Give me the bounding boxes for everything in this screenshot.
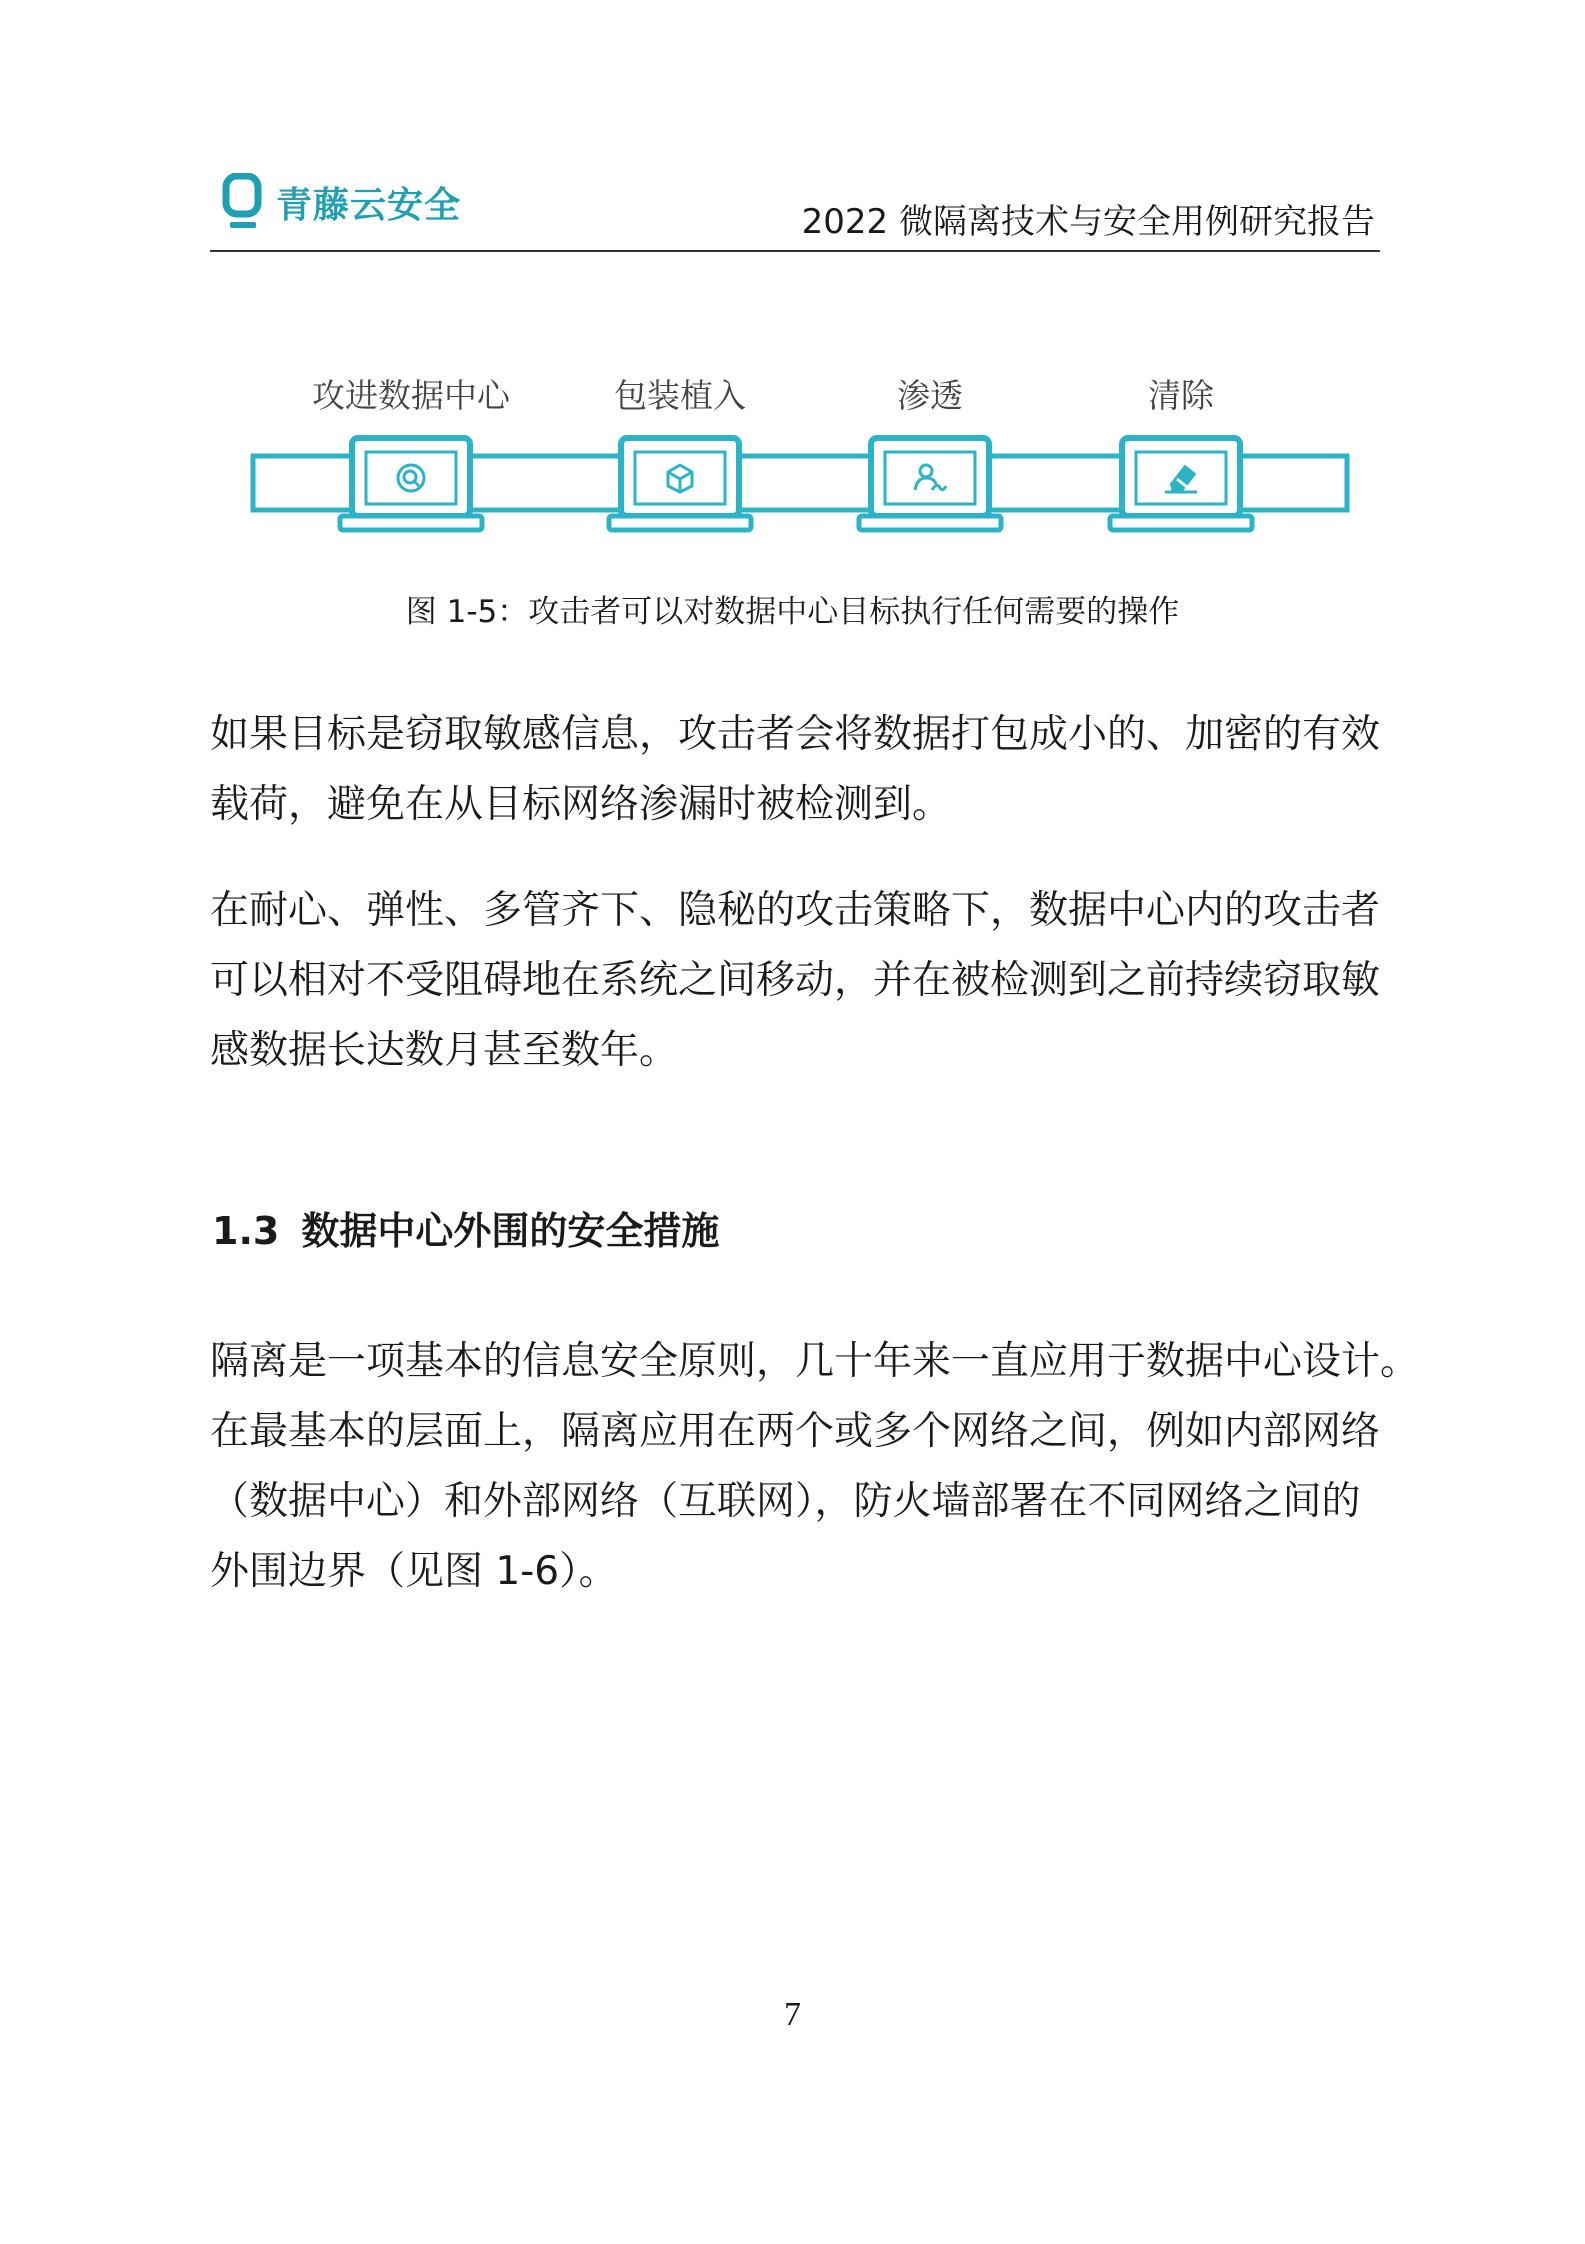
paragraph-line: 隔离是一项基本的信息安全原则，几十年来一直应用于数据中心设计。 [210, 1339, 1420, 1384]
report-title: 2022 微隔离技术与安全用例研究报告 [801, 202, 1375, 242]
section-heading [212, 1200, 719, 1255]
paragraph-2 [210, 876, 1390, 1086]
page-number: 7 [784, 1996, 801, 2033]
paragraph-3 [210, 1327, 1420, 1607]
figure-caption: 图 1-5：攻击者可以对数据中心目标执行任何需要的操作 [405, 594, 1180, 630]
logo-icon [222, 173, 262, 231]
paragraph-line: （数据中心）和外部网络（互联网），防火墙部署在不同网络之间的 [210, 1479, 1361, 1524]
paragraph-1 [210, 700, 1390, 840]
logo-text: 青藤云安全 [276, 184, 462, 226]
paragraph-line: 可以相对不受阻碍地在系统之间移动，并在被检测到之前持续窃取敏 [210, 958, 1381, 1003]
paragraph-line: 在耐心、弹性、多管齐下、隐秘的攻击策略下，数据中心内的攻击者 [210, 888, 1381, 933]
paragraph-line: 在最基本的层面上，隔离应用在两个或多个网络之间，例如内部网络 [210, 1409, 1381, 1454]
step-label-4: 清除 [1148, 376, 1214, 415]
paragraph-line: 感数据长达数月甚至数年。 [210, 1028, 679, 1073]
header-divider [210, 250, 1380, 252]
step-label-3: 渗透 [897, 376, 963, 415]
step-label-1: 攻进数据中心 [312, 376, 510, 415]
laptop-step-3 [859, 438, 1001, 530]
paragraph-line: 如果目标是窃取敏感信息，攻击者会将数据打包成小的、加密的有效 [210, 712, 1381, 757]
paragraph-line: 载荷，避免在从目标网络渗漏时被检测到。 [210, 782, 952, 827]
section-title: 数据中心外围的安全措施 [301, 1209, 720, 1253]
step-label-2: 包装植入 [614, 376, 746, 415]
brand-logo [222, 172, 461, 232]
paragraph-line: 外围边界（见图 1-6）。 [210, 1549, 618, 1594]
section-number: 1.3 [212, 1209, 280, 1253]
attack-stages-diagram [250, 370, 1350, 540]
